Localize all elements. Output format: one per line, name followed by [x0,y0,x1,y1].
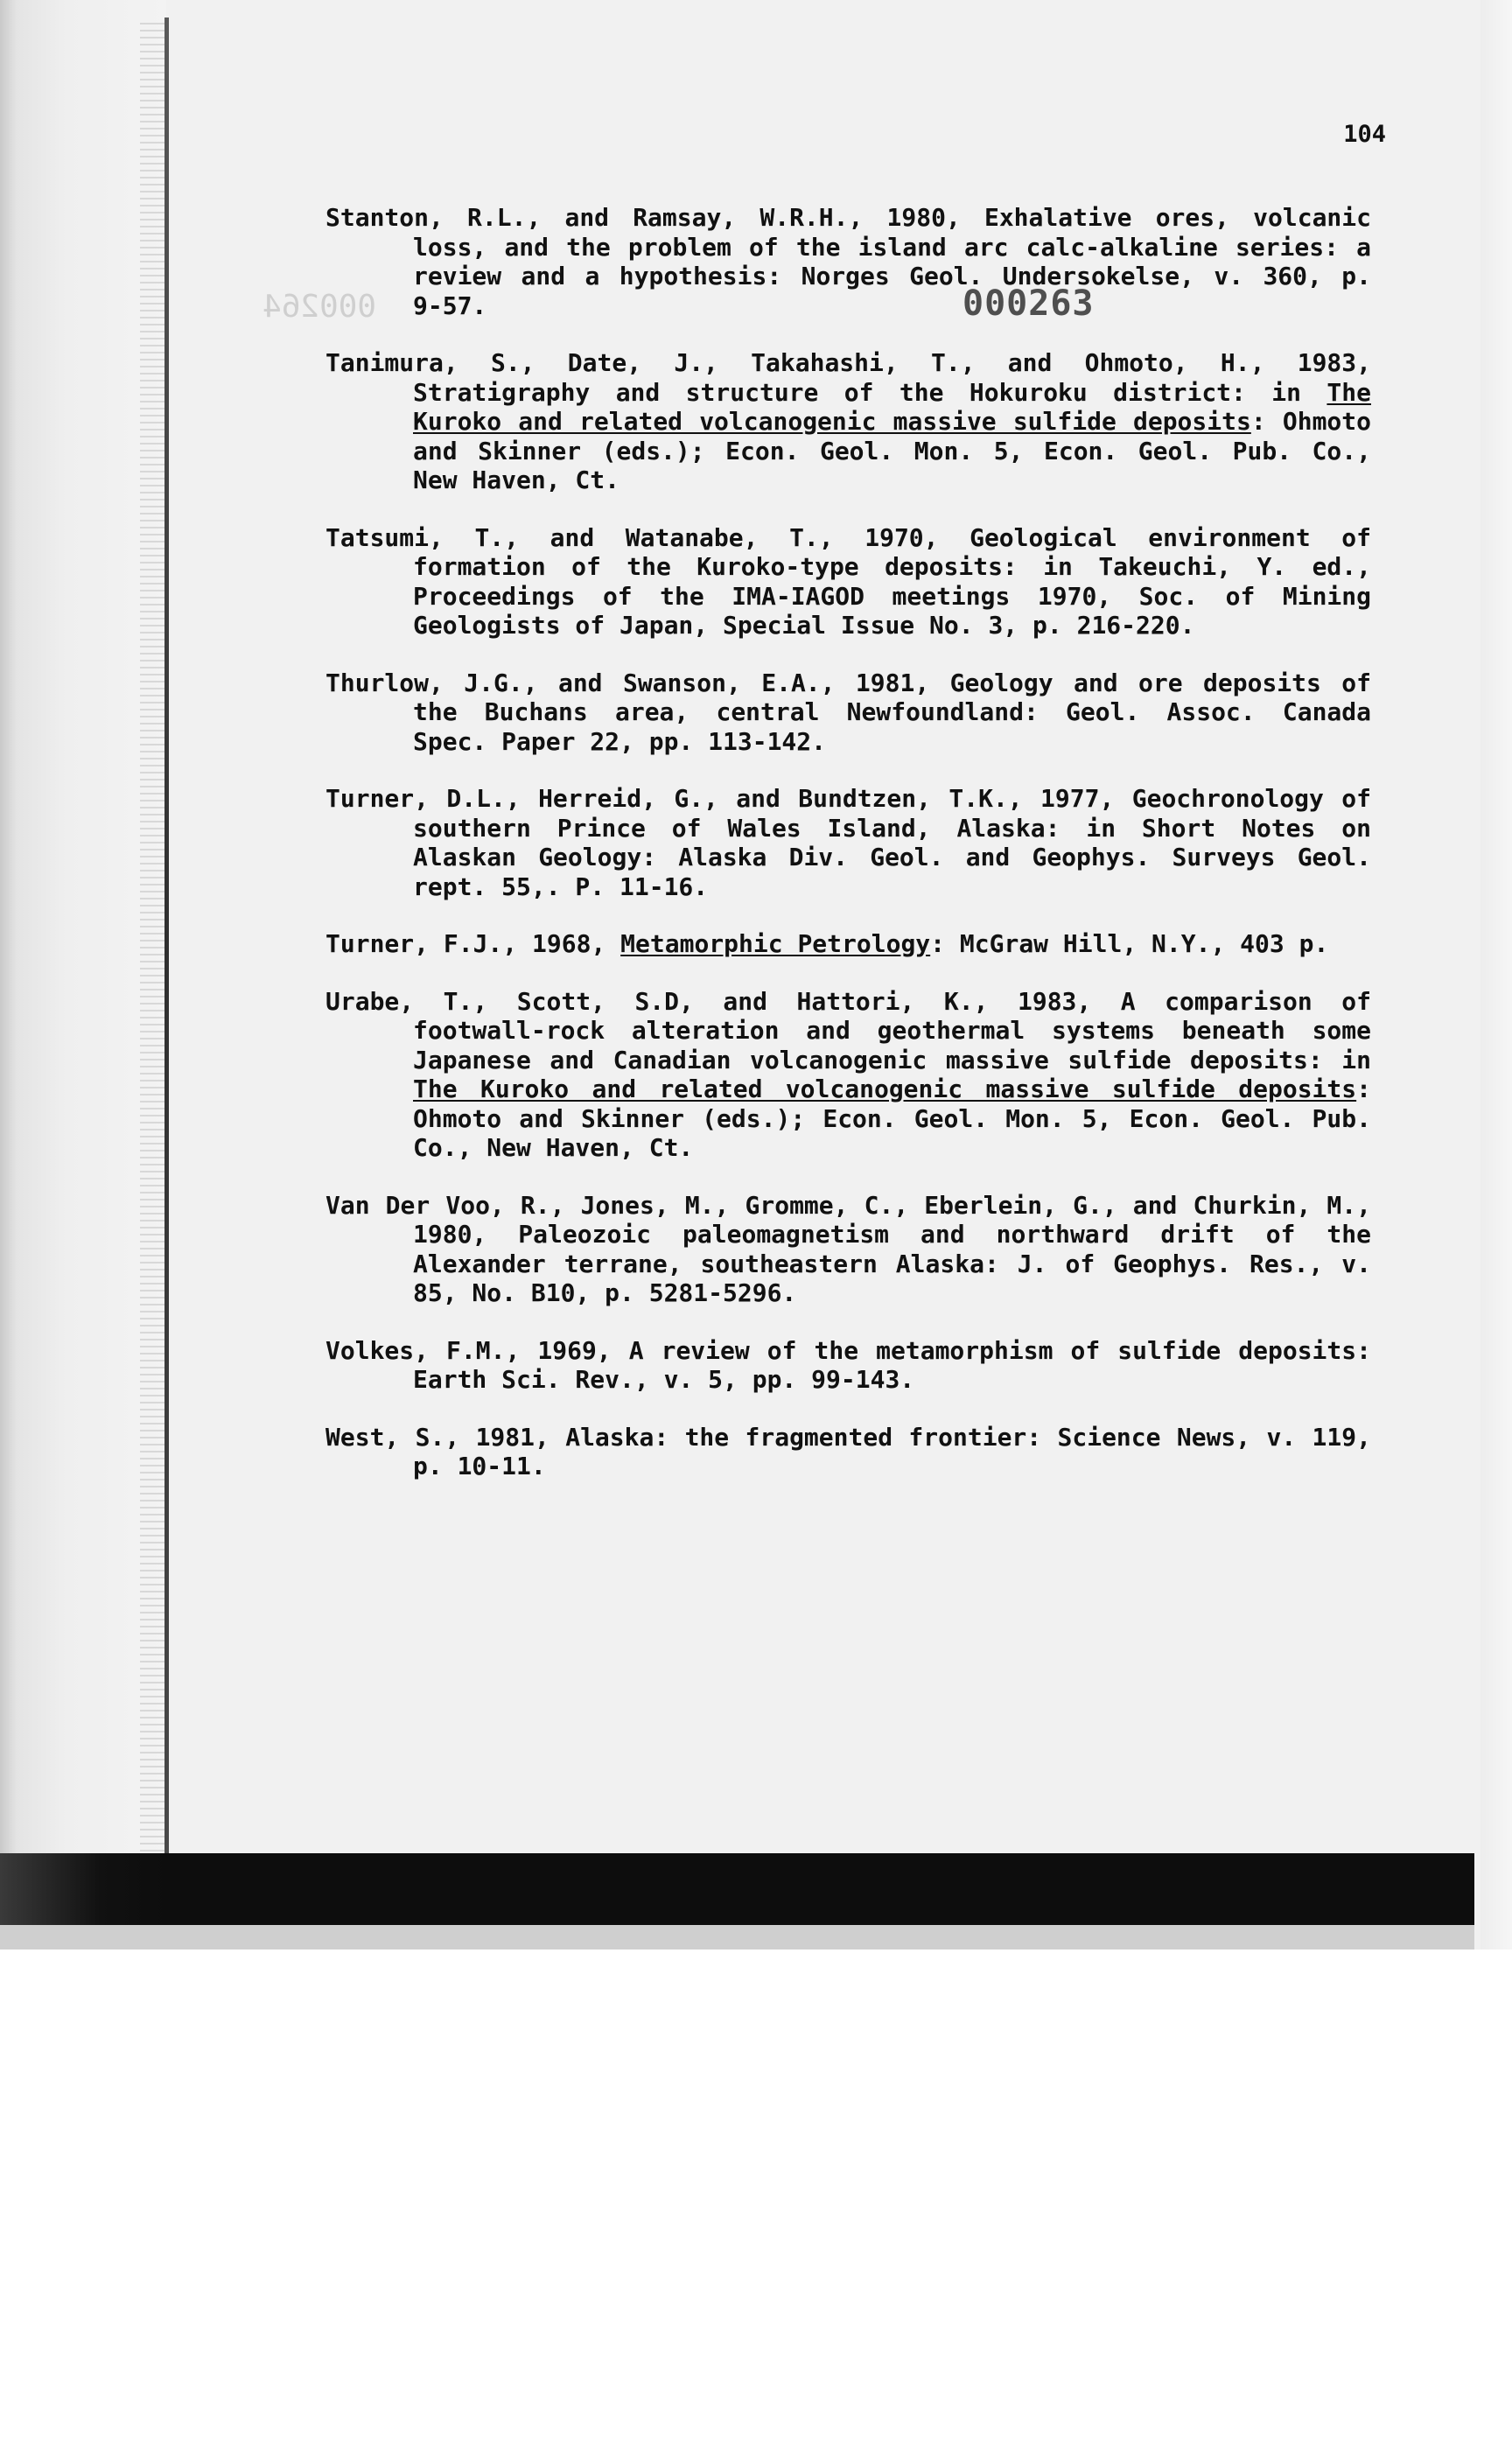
reference-entry [326,668,1371,757]
reference-text: : Ohmoto and Skinner (eds.); Econ. Geol. Mon. 5, Econ. Geol. Pub. Co., New Haven, Ct. [413,407,1372,494]
reference-text: Tanimura, S., Date, J., Takahashi, T., and Ohmoto, H., 1983, Stratigraphy and structure of the Hokuroku district: in [326,348,1371,407]
reference-entry [326,1423,1371,1481]
scan-under-edge [0,1925,1474,1950]
bleed-through-stamp: 000264 [262,289,377,325]
scan-edge-noise [140,18,164,1855]
reference-text: Turner, D.L., Herreid, G., and Bundtzen, T.K., 1977, Geochronology of southern Prince of Wales Island, Alaska: in Short Notes on Alaskan Geology: Alaska Div. Geol. and Geophys. Surveys Geol. rept. 55,. P. 11-16. [326,784,1371,901]
scan-bottom-shadow [0,1853,1474,1925]
reference-text: Stanton, R.L., and Ramsay, W.R.H., 1980, Exhalative ores, volcanic loss, and the problem of the island arc calc-alkaline series: a review and a hypothesis: Norges Geol. Undersokelse, v. 360, p. 9-57. [326,203,1371,320]
reference-text: : Ohmoto and Skinner (eds.); Econ. Geol. Mon. 5, Econ. Geol. Pub. Co., New Haven, Ct. [413,1074,1371,1162]
page-number: 104 [1343,121,1386,148]
reference-entry [326,1191,1371,1308]
reference-entry [326,929,1371,959]
reference-text: West, S., 1981, Alaska: the fragmented frontier: Science News, v. 119, p. 10-11. [326,1422,1371,1480]
scan-right-margin [1480,0,1512,1950]
reference-entry [326,523,1371,640]
reference-text: Tatsumi, T., and Watanabe, T., 1970, Geological environment of formation of the Kuroko-type deposits: in Takeuchi, Y. ed., Proceedings of the IMA-IAGOD meetings 1970, Soc. of Mining Geologists of Japan, Special Issue No. 3, p. 216-220. [326,522,1371,640]
reference-text: Urabe, T., Scott, S.D, and Hattori, K., 1983, A comparison of footwall-rock alteration and geothermal systems beneath some Japanese and Canadian volcanogenic massive sulfide deposits: in [326,986,1371,1074]
binding-edge-line [164,18,169,1864]
reference-list [326,203,1371,1509]
reference-entry [326,203,1371,320]
reference-title-underlined: Metamorphic Petrology [620,929,931,958]
reference-text: : McGraw Hill, N.Y., 403 p. [930,929,1329,958]
reference-text: Thurlow, J.G., and Swanson, E.A., 1981, Geology and ore deposits of the Buchans area, central Newfoundland: Geol. Assoc. Canada Spec. Paper 22, pp. 113-142. [326,668,1371,756]
reference-entry [326,987,1371,1163]
reference-text: Turner, F.J., 1968, [326,929,621,958]
reference-text: Volkes, F.M., 1969, A review of the metamorphism of sulfide deposits: Earth Sci. Rev., v. 5, pp. 99-143. [326,1335,1371,1394]
document-number-stamp: 000263 [962,284,1095,324]
reference-entry [326,1336,1371,1395]
scan-bottom-shadow-left [0,1853,166,1925]
reference-title-underlined: The Kuroko and related volcanogenic massive sulfide deposits [413,1074,1357,1103]
reference-entry [326,348,1371,495]
reference-entry [326,784,1371,901]
reference-text: Van Der Voo, R., Jones, M., Gromme, C., Eberlein, G., and Churkin, M., 1980, Paleozoic paleomagnetism and northward drift of the Alexander terrane, southeastern Alaska: J. of Geophys. Res., v. 85, No. B10, p. 5281-5296. [326,1190,1371,1307]
reference-title-underlined: The Kuroko and related volcanogenic massive sulfide deposits [413,377,1371,436]
